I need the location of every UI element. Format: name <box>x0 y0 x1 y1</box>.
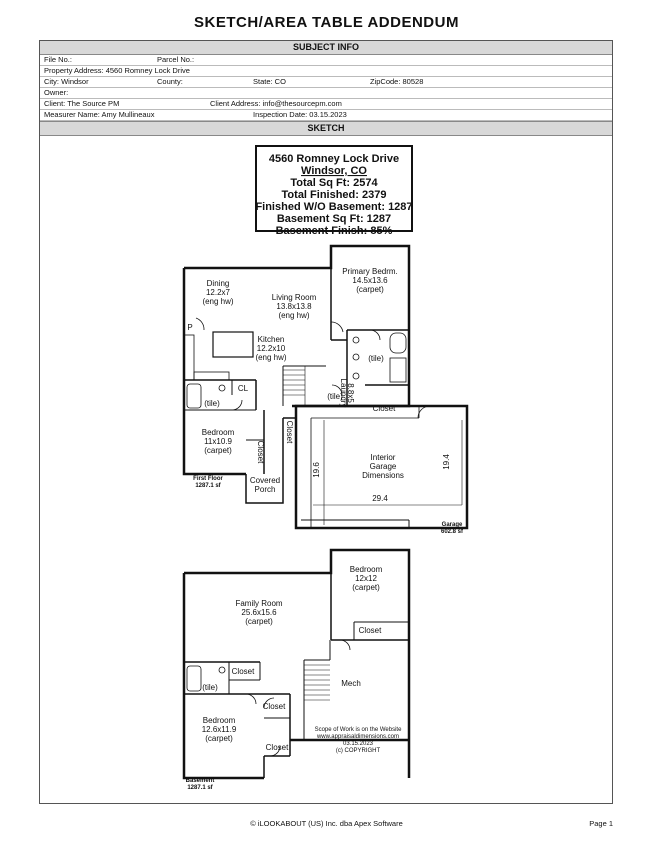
dining-dim: 12.2x7 <box>205 288 231 297</box>
basement-closet-1: Closet <box>358 626 382 635</box>
closet-label-2: Closet <box>256 440 265 464</box>
porch-label: Covered <box>249 476 281 485</box>
basement-bedroom1-dim: 12x12 <box>355 574 377 583</box>
garage-floor-label: Garage <box>441 522 463 528</box>
pantry-label: P <box>187 323 193 332</box>
bedroom-dim: 11x10.9 <box>204 437 232 446</box>
primary-label: Primary Bedrm. <box>342 267 398 276</box>
city: City: Windsor <box>44 77 89 86</box>
kitchen-floor: (eng hw) <box>255 353 287 362</box>
basement-closet-2: Closet <box>231 667 255 676</box>
scope-line-4: (c) COPYRIGHT <box>335 748 381 754</box>
living-dim: 13.8x13.8 <box>276 302 312 311</box>
garage-sf: 602.8 sf <box>440 529 464 535</box>
client-address: Client Address: info@thesourcepm.com <box>210 99 342 108</box>
basement-bedroom1-floor: (carpet) <box>352 583 380 592</box>
county: County: <box>157 77 183 86</box>
summary-basement-finish: Basement Finish: 85% <box>275 225 393 237</box>
property-address: Property Address: 4560 Romney Lock Drive <box>44 66 190 75</box>
basement-bedroom1-label: Bedroom <box>349 565 383 574</box>
tile-label-3: (tile) <box>327 392 343 401</box>
garage-label-3: Dimensions <box>362 471 404 480</box>
summary-city: Windsor, CO <box>301 165 367 177</box>
state: State: CO <box>253 77 286 86</box>
family-label: Family Room <box>235 599 283 608</box>
subject-info-header: SUBJECT INFO <box>40 41 612 55</box>
basement-floor-label: Basement <box>185 778 215 784</box>
basement-closet-4: Closet <box>265 743 289 752</box>
dim-19-6: 19.6 <box>312 462 321 478</box>
family-dim: 25.6x15.6 <box>241 608 277 617</box>
footer-copyright: © iLOOKABOUT (US) Inc. dba Apex Software <box>250 819 403 828</box>
scope-line-1: Scope of Work is on the Website <box>314 727 402 733</box>
primary-floor: (carpet) <box>356 285 384 294</box>
footer-page: Page 1 <box>589 819 613 828</box>
first-floor-sf: 1287.1 sf <box>195 483 221 489</box>
basement-bedroom2-label: Bedroom <box>202 716 236 725</box>
family-floor: (carpet) <box>245 617 273 626</box>
basement-bedroom2-dim: 12.6x11.9 <box>201 725 237 734</box>
bedroom-label: Bedroom <box>201 428 235 437</box>
cl-label: CL <box>237 384 249 393</box>
dim-29-4: 29.4 <box>372 494 388 503</box>
primary-dim: 14.5x13.6 <box>352 276 388 285</box>
basement-tile: (tile) <box>202 683 218 692</box>
living-label: Living Room <box>271 293 317 302</box>
laundry-dim: 8.8x5 <box>346 383 355 403</box>
tile-label-1: (tile) <box>204 399 220 408</box>
scope-line-2: www.appraisaldimensions.com <box>316 734 400 740</box>
page-title: SKETCH/AREA TABLE ADDENDUM <box>194 14 459 31</box>
closet-label-1: Closet <box>372 404 396 413</box>
zipcode: ZipCode: 80528 <box>370 77 424 86</box>
laundry-label: Laundry <box>339 378 348 408</box>
file-no: File No.: <box>44 55 72 64</box>
tile-label-2: (tile) <box>368 354 384 363</box>
measurer: Measurer Name: Amy Mullineaux <box>44 110 155 119</box>
basement-sf: 1287.1 sf <box>187 785 213 791</box>
inspection-date: Inspection Date: 03.15.2023 <box>253 110 347 119</box>
summary-basement-sqft: Basement Sq Ft: 1287 <box>276 213 392 225</box>
basement-bedroom2-floor: (carpet) <box>205 734 233 743</box>
garage-label: Interior <box>370 453 396 462</box>
summary-finished-wo-basement: Finished W/O Basement: 1287 <box>255 201 413 213</box>
closet-label-3: Closet <box>285 420 294 444</box>
dim-19-4: 19.4 <box>442 454 451 470</box>
summary-total-finished: Total Finished: 2379 <box>281 189 387 201</box>
first-floor-label: First Floor <box>193 476 223 482</box>
owner: Owner: <box>44 88 69 97</box>
bedroom-floor: (carpet) <box>204 446 232 455</box>
client: Client: The Source PM <box>44 99 120 108</box>
dining-floor: (eng hw) <box>202 297 234 306</box>
dining-label: Dining <box>206 279 230 288</box>
parcel-no: Parcel No.: <box>157 55 195 64</box>
sketch-header: SKETCH <box>40 121 612 136</box>
basement-closet-3: Closet <box>262 702 286 711</box>
porch-label-2: Porch <box>254 485 276 494</box>
scope-line-3: 03.15.2023 <box>342 741 374 747</box>
kitchen-label: Kitchen <box>257 335 285 344</box>
living-floor: (eng hw) <box>278 311 310 320</box>
garage-label-2: Garage <box>369 462 397 471</box>
mech-label: Mech <box>341 679 361 688</box>
summary-address: 4560 Romney Lock Drive <box>268 153 400 165</box>
kitchen-dim: 12.2x10 <box>256 344 286 353</box>
summary-total-sqft: Total Sq Ft: 2574 <box>290 177 378 189</box>
